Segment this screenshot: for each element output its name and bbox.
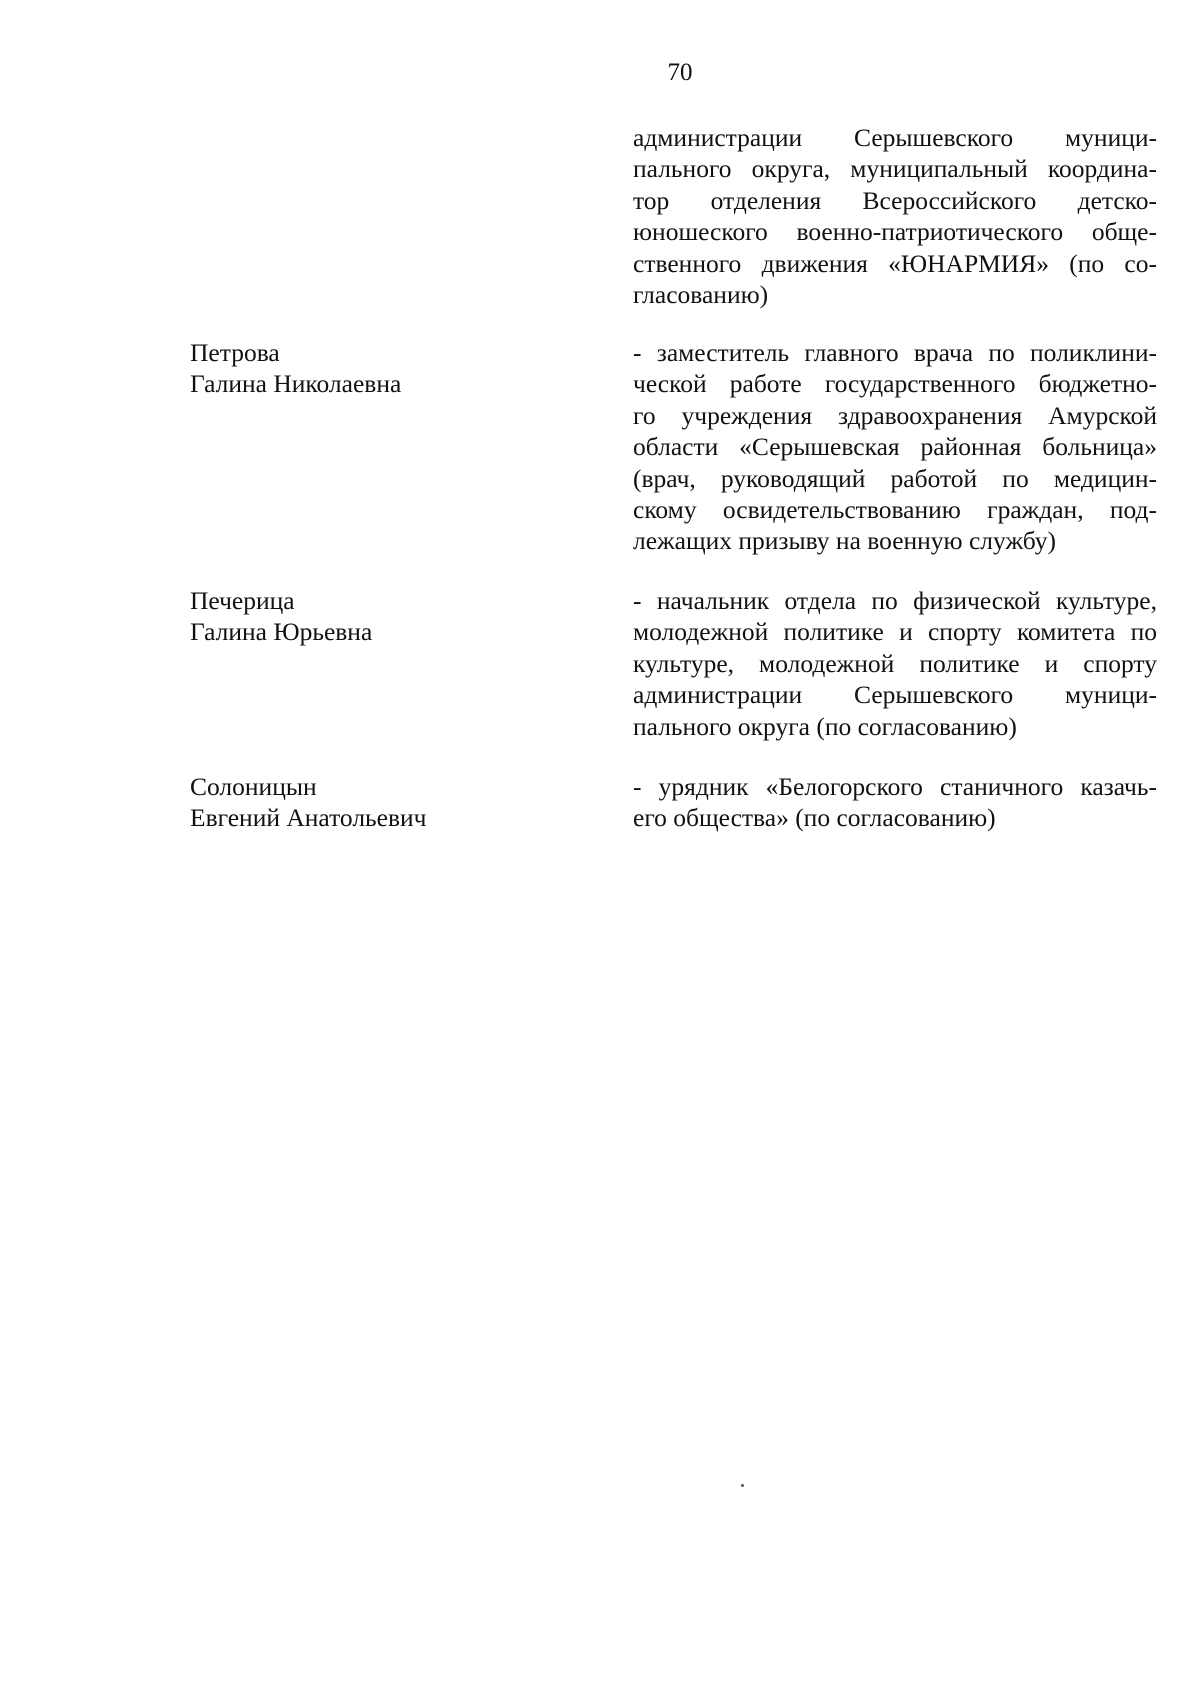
text-line: пального округа, муниципальный координа- [633,154,1157,184]
text-line: го учреждения здравоохранения Амурской [633,400,1157,430]
scan-speck [741,1484,744,1487]
member-name-solonitsyn [190,771,590,834]
text-line: лежащих призыву на военную службу) [633,526,1056,556]
member-position-petrova [633,337,1157,557]
continuation-position-text [633,122,1157,310]
page-number: 70 [667,59,693,86]
text-line: пального округа (по согласованию) [633,711,1017,741]
text-line: юношеского военно-патриотического обще- [633,217,1157,247]
member-name-pecheritsa [190,585,590,648]
text-line: культуре, молодежной политике и спорту [633,648,1157,678]
member-surname: Печерица [190,586,295,615]
text-line: молодежной политике и спорту комитета по [633,617,1157,647]
text-line: скому освидетельствованию граждан, под- [633,495,1157,525]
text-line: его общества» (по согласованию) [633,803,996,833]
text-line: - урядник «Белогорского станичного казачь- [633,772,1157,801]
member-name-petrova [190,337,590,400]
text-line: - заместитель главного врача по поликлини- [633,338,1157,367]
text-line: ственного движения «ЮНАРМИЯ» (по со- [633,248,1157,278]
member-given-names: Галина Юрьевна [190,617,373,647]
text-line: администрации Серышевского муници- [633,680,1157,710]
text-line: тор отделения Всероссийского детско- [633,185,1157,215]
member-surname: Петрова [190,338,280,367]
text-line: ческой работе государственного бюджетно- [633,369,1157,399]
member-position-pecheritsa [633,585,1157,742]
member-position-solonitsyn [633,771,1157,834]
member-surname: Солоницын [190,772,317,801]
text-line: области «Серышевская районная больница» [633,432,1157,462]
member-given-names: Галина Николаевна [190,369,402,399]
member-given-names: Евгений Анатольевич [190,803,427,833]
text-line: - начальник отдела по физической культуре, [633,586,1157,615]
text-line: гласованию) [633,280,769,310]
text-line: администрации Серышевского муници- [633,123,1157,152]
text-line: (врач, руководящий работой по медицин- [633,463,1157,493]
